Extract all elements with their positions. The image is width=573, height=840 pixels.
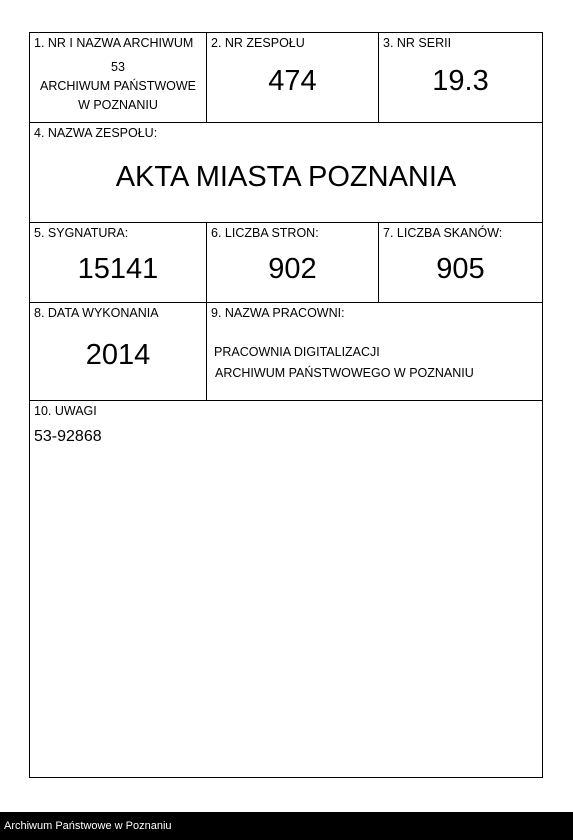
archive-name-line1: ARCHIWUM PAŃSTWOWE <box>39 79 196 93</box>
archive-cell <box>30 33 206 122</box>
workshop-cell <box>206 303 542 400</box>
remarks-label: 10. UWAGI <box>34 404 97 418</box>
fonds-number-label: 2. NR ZESPOŁU <box>211 36 305 50</box>
footer-text: Archiwum Państwowe w Poznaniu <box>4 820 172 832</box>
fonds-name-label: 4. NAZWA ZESPOŁU: <box>34 126 158 140</box>
footer-bar <box>0 812 573 840</box>
signature-label: 5. SYGNATURA: <box>34 226 129 240</box>
page-count-value: 902 <box>268 253 317 285</box>
workshop-line2: ARCHIWUM PAŃSTWOWEGO W POZNANIU <box>215 366 474 380</box>
row-execution <box>30 303 542 401</box>
scan-count-value: 905 <box>436 253 485 285</box>
row-archive <box>30 33 542 123</box>
execution-date-value: 2014 <box>85 339 151 371</box>
signature-cell <box>30 223 206 302</box>
execution-date-cell <box>30 303 206 400</box>
fonds-number-value: 474 <box>268 65 317 97</box>
page-count-label: 6. LICZBA STRON: <box>211 226 319 240</box>
fonds-name-value: AKTA MIASTA POZNANIA <box>115 161 457 193</box>
metadata-card <box>29 32 543 778</box>
scan-count-label: 7. LICZBA SKANÓW: <box>383 226 503 240</box>
series-number-value: 19.3 <box>432 65 489 97</box>
page-count-cell <box>206 223 378 302</box>
workshop-label: 9. NAZWA PRACOWNI: <box>211 306 345 320</box>
row-fonds-name <box>30 123 542 223</box>
row-counts <box>30 223 542 303</box>
series-number-cell <box>378 33 542 122</box>
remarks-value: 53-92868 <box>34 428 102 445</box>
archive-label: 1. NR I NAZWA ARCHIWUM <box>34 36 194 50</box>
signature-value: 15141 <box>77 253 159 285</box>
execution-date-label: 8. DATA WYKONANIA <box>34 306 159 320</box>
scan-count-cell <box>378 223 542 302</box>
series-number-label: 3. NR SERII <box>383 36 452 50</box>
archive-number: 53 <box>111 60 125 74</box>
fonds-number-cell <box>206 33 378 122</box>
remarks-section <box>30 401 542 777</box>
workshop-line1: PRACOWNIA DIGITALIZACJI <box>214 345 380 359</box>
archive-name-line2: W POZNANIU <box>78 98 158 112</box>
